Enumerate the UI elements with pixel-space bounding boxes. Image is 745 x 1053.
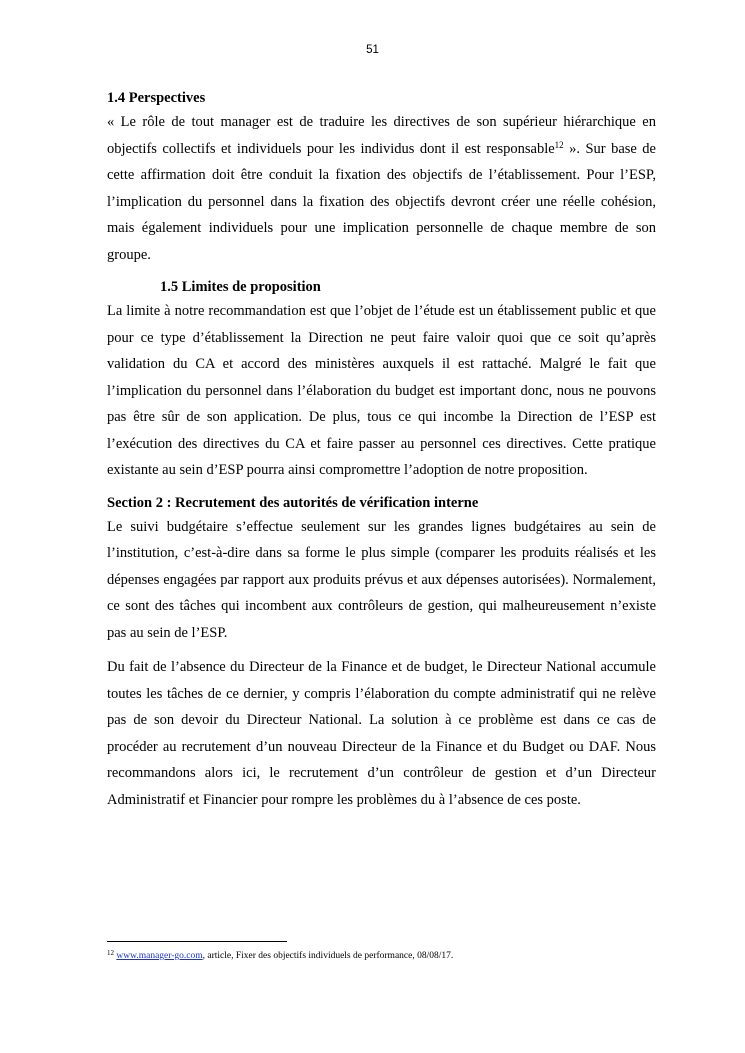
heading-section-2: Section 2 : Recrutement des autorités de vérification interne	[107, 494, 479, 511]
footnote-number: 12	[107, 949, 114, 957]
heading-limites: 1.5 Limites de proposition	[160, 279, 321, 295]
footnote-link[interactable]: www.manager-go.com	[116, 951, 203, 961]
paragraph-suivi-budgetaire: Le suivi budgétaire s’effectue seulement sur les grandes lignes budgétaires au sein de l’institution, c’est-à-dire dans sa forme le plus simple (comparer les produits réalisés et les dépenses engagées par rapport aux produits prévus et aux dépenses autorisées). Normalement, ce sont des tâches qui incombent aux contrôleurs de gestion, qui malheureusement n’existe pas au sein de l’ESP.	[107, 518, 656, 641]
page-number: 51	[366, 44, 379, 56]
perspectives-text-part2: ». Sur base de cette affirmation doit être conduit la fixation des objectifs de l’établissement. Pour l’ESP, l’implication du personnel dans la fixation des objectifs devront créer une réelle cohésion, mais également individuels pour une implication personnelle de chaque membre de son groupe.	[107, 140, 656, 263]
footnote-text: , article, Fixer des objectifs individuels de performance, 08/08/17.	[202, 951, 454, 961]
paragraph-directeur: Du fait de l’absence du Directeur de la Finance et de budget, le Directeur National accumule toutes les tâches de ce dernier, y compris l’élaboration du compte administratif qui ne relève pas de son devoir du Directeur National. La solution à ce problème est dans ce cas de procéder au recrutement d’un nouveau Directeur de la Finance et du Budget ou DAF. Nous recommandons alors ici, le recrutement d’un contrôleur de gestion et d’un Directeur Administratif et Financier pour rompre les problèmes du à l’absence de ces poste.	[107, 659, 656, 808]
perspectives-text-part1: « Le rôle de tout manager est de traduire les directives de son supérieur hiérarchique en objectifs collectifs et individuels pour les individus dont il est responsable	[107, 114, 656, 157]
paragraph-perspectives	[107, 109, 656, 268]
footnote-reference[interactable]: 12	[554, 139, 564, 150]
page-content	[107, 87, 656, 813]
footnote	[107, 950, 656, 962]
heading-perspectives: 1.4 Perspectives	[107, 90, 206, 106]
footnote-divider	[107, 941, 287, 942]
paragraph-limites: La limite à notre recommandation est que l’objet de l’étude est un établissement public et que pour ce type d’établissement la Direction ne peut faire valoir quoi que ce soit qu’après validation du CA et accord des ministères auxquels il est rattaché. Malgré le fait que l’implication du personnel dans l’élaboration du budget est important donc, nous ne pouvons pas être sûr de son application. De plus, tous ce qui incombe la Direction de l’ESP est l’exécution des directives du CA et faire passer au personnel ces directives. Cette pratique existante au sein d’ESP pourra ainsi compromettre l’adoption de notre proposition.	[107, 303, 656, 478]
